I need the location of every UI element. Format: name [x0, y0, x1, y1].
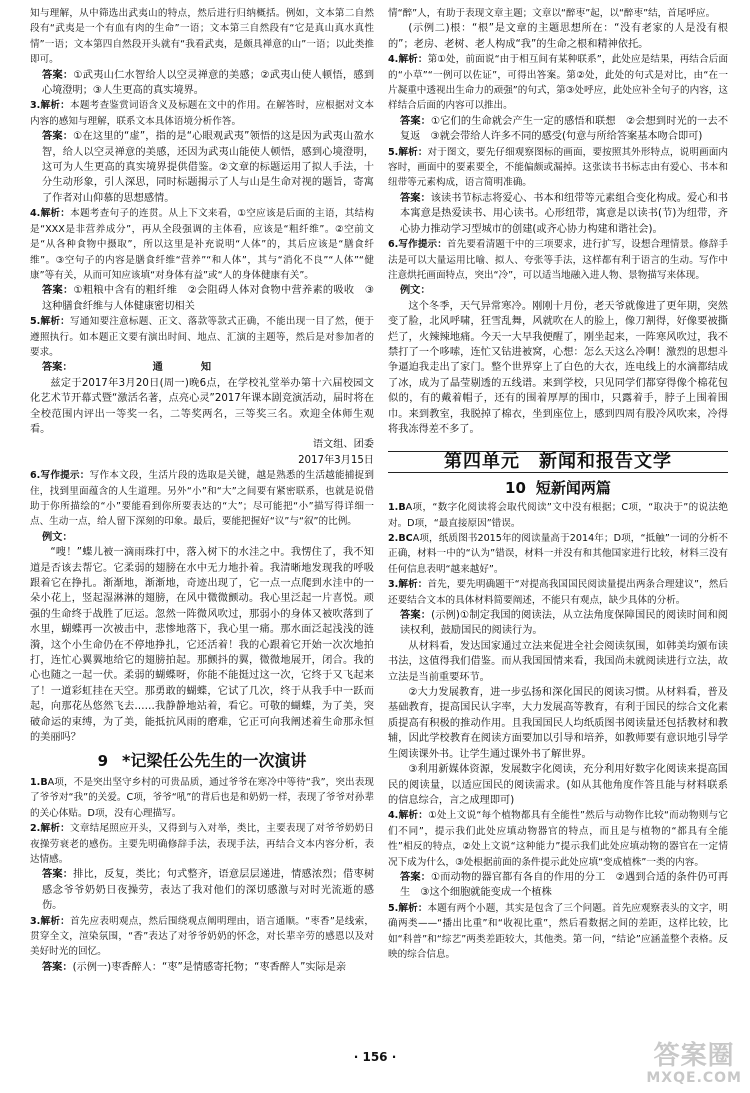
item-label: 解析：	[398, 902, 428, 914]
item-number: 4.	[388, 54, 399, 66]
item-text: ①而动物的器官都有各自的作用的分工 ②遇到合适的条件仍可再生 ③这个细胞就能变成一个植株	[400, 871, 729, 899]
item-label: B	[398, 502, 406, 514]
item-text: 首先，要先明确题干“对提高我国国民阅读量提出两条合理建议”，然后还要结合文本的具体材料简要阐述，不能只有观点，缺少具体的分析。	[388, 579, 728, 606]
watermark-url: MXQE.COM	[646, 1070, 742, 1086]
item-number: 3.	[30, 915, 41, 927]
body-paragraph: ③利用新媒体资源，发展数字化阅读，充分利用好数字化阅读来提高国民的阅读量，以适应国民的阅读需求。(如从其他角度作答且能与材料联系的信息综合，言之成理即可)	[388, 764, 728, 806]
body-paragraph: “嗖！”蝶儿被一滴雨珠打中，落入树下的水洼之中。我愣住了，我不知道是否该去帮它。它柔弱的翅膀在水中无力地扑着。我清晰地发现我的呼吸跟着它在挣扎。渐渐地，渐渐地，奇迹出现了，它一点一点爬到水洼中的一朵小花上，竖起湿淋淋的翅膀，在风中微微颤动。我心里泛起一片喜悦。顽强的生命终于战胜了厄运。忽然一阵微风吹过，那弱小的身体又被吹落到了水里，蝴蝶再一次被击中，悲惨地落下，我心里一痛。那水面泛起浅浅的涟漪，这个小生命仍在不停地挣扎，它还活着！我的心跟着它开始一次次地拍打，连忙心翼翼地给它的翅膀拍起。那颤抖的翼，微微地展开，闭合。我的心也随之一起一伏。柔弱的蝴蝶呀，你能不能挺过这一次，它终于又飞起来了！一道彩虹挂在天空。那勇敢的蝴蝶，它试了几次，终于从我手中一跃而起，向那花丛悠然飞去……我静静地站着，看它。可敬的蝴蝶，为了美，突破命运的束缚，为了美，能抵抗风雨的磨难，它正可向我阐述着生命那永恒的美丽吗？	[30, 547, 374, 744]
item-label: 答案：	[42, 362, 73, 374]
item-label: 答案：	[42, 869, 74, 881]
left-column	[30, 6, 374, 975]
signature-line: 2017年3月15日	[298, 454, 374, 466]
item-text: 首先应表明观点，然后围绕观点阐明理由，语言通顺。“枣香”是线索，贯穿全文，渲染氛围，“香”表达了对爷爷奶奶的怀念，对长辈辛劳的感恩以及对美好时光的回忆。	[30, 915, 375, 958]
item-label: 答案：	[400, 610, 432, 622]
answer-line	[388, 870, 728, 901]
item-label: 答案：	[42, 961, 73, 973]
item-text: 本题有两个小题，其实是包含了三个问题。首先应观察表头的文字，明确两类——“播出比重”和“收视比重”，然后看数据之间的差距，这样比较，比如“科普”和“综艺”两类差距较大，其他类。第一问，“结论”应涵盖整个表格。反映的综合信息。	[388, 902, 729, 960]
section-number: 10	[505, 478, 526, 497]
item-text: 本题考查句子的连贯。从上下文来看，①空应该是后面的主语，其结构是“XXX是非营养成分”，再从全段强调的主体看，应该是“粗纤维”。②空前文是“从各种食物中摄取”，所以这里是补充说明“人体”的，其后应该是“膳食纤维”。③空句子的内容是膳食纤维“营养”“和人体”，其与“消化不良”“人体”“健康”等有关，从而可知应该填“对身体有益”或“人的身体健康有关”。	[30, 208, 374, 281]
answer-item	[388, 500, 728, 531]
example-label: 例文：	[400, 285, 431, 297]
item-label: 解析：	[398, 579, 428, 591]
item-text: ①处上文说“每个植物都具有全能性”然后与动物作比较“而动物则与它们不同”，提示我们此处应填动物器官的特点，而且是与植物的“都具有全能性”相反的特点，②处上文说“这种能力”提示我们此处应填动物的器官在一定情况下成为什么，③处根据前面的条件提示此处应填“变成植株”一类的内容。	[388, 810, 728, 868]
signature-line: 语文组、团委	[312, 439, 374, 451]
body-paragraph: 这个冬季，天气异常寒冷。刚刚十月份，老天爷就像进了更年期，突然变了脸，北风呼啸，狂雪乱舞，风就吹在人的脸上，像刀割得，好像要被撕烂了，火辣辣地痛。今天一大早我便醒了，刚坐起来，一阵寒风吹过，我不禁打了一个哆嗦，连忙又钻进被窝，心想：怎么天这么冷啊！激烈的思想斗争逼迫我走出了家门。整个世界穿上了白色的大衣，连电线上的水滴都结成了冰，成为了晶莹剔透的五线谱。来到学校，只见同学们都穿得像个棉花包似的，有的戴着帽子，还有的围着厚厚的围巾，只露着手，脖子上围着围巾。来到教室，我脱掉了棉衣，坐到座位上，感到四周有股冷风吹来，冷得将我冻得差不多了。	[388, 300, 728, 435]
answer-line	[388, 114, 728, 145]
item-text: (示例)①制定我国的阅读法，从立法角度保障国民的阅读时间和阅读权利，鼓励国民的阅读行为。	[400, 610, 728, 637]
item-text: A项，不是突出坚守乡村的可贵品质，通过爷爷在寒冷中等待“我”，突出表现了爷爷对“我”的关爱。C项，爷爷“吼”的背后也是和奶奶一样，表现了爷爷对孙辈的关心体贴。D项，没有心理描写。	[30, 776, 374, 819]
answer-line	[30, 68, 374, 99]
watermark-text: 答案圈	[653, 1041, 735, 1071]
item-number: 5.	[30, 316, 41, 328]
item-label: 解析：	[40, 100, 70, 112]
item-label: 解析：	[398, 146, 428, 158]
item-number: 2.	[30, 823, 41, 835]
item-number: 4.	[388, 810, 399, 822]
answer-item	[30, 468, 374, 530]
page-number: · 156 ·	[353, 1050, 397, 1064]
item-label: 写作提示：	[40, 470, 90, 482]
body-paragraph: 兹定于2017年3月20日(周一)晚6点，在学校礼堂举办第十六届校园文化艺术节开幕式暨“激活名著，点亮心灵”2017年课本剧竞演活动，届时将在全校范围内评出一等奖一名，二等奖两名，三等奖三名。欢迎全体师生观看。	[30, 377, 374, 435]
item-label: 解析：	[398, 810, 429, 822]
section-title-text: 短新闻两篇	[535, 478, 611, 497]
item-number: 3.	[388, 579, 399, 591]
answer-line	[30, 283, 374, 314]
item-text: 对于图文，要先仔细观察图标的画面，要按照其外形特点，说明画面内容时，画面中的要素要全，不能偏颇或漏掉。这张读书书标志由有爱心、书本和纽带等元素构成，语言简明准确。	[388, 146, 729, 189]
unit-title: 第四单元 新闻和报告文学	[388, 451, 728, 472]
item-label: 答案：	[42, 69, 74, 81]
item-label: 解析：	[40, 823, 70, 835]
item-number: 4.	[30, 208, 41, 220]
answer-item	[388, 901, 728, 963]
item-number: 5.	[388, 146, 399, 158]
answer-item	[388, 52, 728, 114]
item-label: 解析：	[40, 915, 70, 927]
answer-line	[388, 608, 728, 639]
text-paragraph: 知与理解，从中筛选出武夷山的特点，然后进行归纳概括。例如，文本第二自然段有“武夷是一个有血有肉的生命”一语；文本第三自然段有“它是真山真水真性情”一语；文本第四自然段开头就有“我看武夷，是颇具禅意的山”一语；以此类推即可。	[30, 8, 374, 66]
answer-line	[30, 129, 374, 206]
answer-line	[30, 867, 374, 913]
item-text: 排比，反复，类比；句式整齐，语意层层递进，情感浓烈；借枣树感念爷爷奶奶日夜操劳，表达了我对他们的深切感激与对时光流逝的感伤。	[42, 869, 375, 912]
item-label: 解析：	[40, 208, 71, 220]
item-label: 答案：	[400, 115, 431, 127]
item-text: (示例一)枣香醉人：“枣”是情感寄托物；“枣香醉人”实际是亲	[72, 961, 347, 973]
item-number: 6.	[388, 239, 399, 251]
item-text: ①武夷山仁水智给人以空灵禅意的美感；②武夷山使人顿悟，感到心境澄明；③人生更高的真实境界。	[42, 69, 375, 97]
section-number: 9	[97, 751, 109, 770]
item-text: 文章结尾照应开头，又得到与入对举，类比，主要表现了对爷爷奶奶日夜操劳衰老的感伤。主要先明确修辞手法，表现手法，再结合文本内容分析，表达情感。	[30, 823, 375, 865]
answer-item	[30, 914, 374, 960]
item-number: 5.	[388, 902, 399, 914]
right-column	[388, 6, 728, 962]
answer-item	[30, 98, 374, 129]
item-text: 写通知要注意标题、正文、落款等款式正确，不能出现一目了然，便于遵照执行。如本题正文要有演出时间、地点、汇演的主题等，然后是对参加者的要求。	[30, 316, 375, 358]
item-number: 3.	[30, 100, 41, 112]
text-paragraph: 情“醉”人，有助于表现文章主题；文章以“醉枣”起，以“醉枣”结，首尾呼应。	[388, 8, 716, 19]
answer-item	[30, 206, 374, 283]
item-label: 写作提示：	[398, 239, 447, 251]
answer-item	[388, 531, 728, 577]
body-paragraph: (示例二)根：“根”是文章的主题思想所在：“没有老家的人是没有根的”；老房、老树、老人构成“我”的生命之根和精神依托。	[388, 23, 728, 50]
answer-line	[30, 960, 374, 975]
item-text: ①它们的生命就会产生一定的感悟和联想 ②会想到时光的一去不复返 ③就会带给人许多不同的感受(句意与所给答案基本吻合即可)	[400, 115, 729, 143]
item-number: 6.	[30, 470, 41, 482]
answer-item	[30, 821, 374, 867]
item-text: A项，“数字化阅读将会取代阅读”文中没有根据；C项，“取决于”的说法绝对。D项，“最直接原因”错误。	[388, 502, 728, 529]
item-text: 通 知	[152, 362, 226, 374]
item-text: ①粗粮中含有的粗纤维 ②会阻碍人体对食物中营养素的吸收 ③这种膳食纤维与人体健康密切相关	[42, 285, 374, 312]
item-text: 本题考查鉴赏词语含义及标题在文中的作用。在解答时，应根据对文本内容的感知与理解，联系文本具体语境分析作答。	[30, 100, 375, 127]
item-label: 答案：	[400, 871, 431, 883]
item-text: A项，纸质图书2015年的阅读量高于2014年；D项，“抵触”一词的分析不正确，材料一中的“认为”错误，材料一并没有和其他国家进行比较，材料三没有任何信息表明“越来越好”。	[388, 533, 728, 575]
answer-line	[388, 191, 728, 237]
item-label: BC	[398, 533, 413, 544]
item-label: 答案：	[42, 131, 74, 143]
item-label: 解析：	[398, 54, 428, 66]
answer-item	[388, 145, 728, 191]
section-title-text: *记梁任公先生的一次演讲	[122, 750, 307, 770]
answer-item	[30, 775, 374, 821]
answer-item	[388, 808, 728, 870]
item-number: 1.	[388, 502, 399, 514]
item-number: 2.	[388, 533, 399, 544]
item-label: B	[40, 776, 48, 788]
item-label: 答案：	[42, 285, 74, 297]
answer-line	[30, 360, 374, 375]
answer-item	[30, 314, 374, 360]
item-label: 解析：	[40, 316, 70, 328]
item-label: 答案：	[400, 192, 431, 204]
answer-item	[388, 237, 728, 283]
item-text: 第①处，前面说“由于相互间有某种联系”，此处应是结果，再结合后面的“小草”“一例可以佐证”，可得出答案。第②处，此处的句式是对比，由“在一片凝重中透视出生命力的顽强”的句式，第③处呼应，此处应补全句子的内容，这样结合后面的内容可以推出。	[388, 54, 729, 112]
body-paragraph: 从材料看，发达国家通过立法来促进全社会阅读氛围，如韩美均颁布读书法，这值得我们借鉴。而从我国国情来看，我国尚未就阅读进行立法，故立法是当前重要环节。	[388, 640, 728, 683]
example-label: 例文：	[42, 531, 73, 543]
item-number: 1.	[30, 776, 41, 788]
answer-item	[388, 577, 728, 608]
section-title	[30, 750, 374, 770]
body-paragraph: ②大力发展教育，进一步弘扬和深化国民的阅读习惯。从材料看，普及基础教育，提高国民认字率，大力发展高等教育，有利于国民的综合文化素质提高有积极的推动作用。且我国国民人均纸质图书阅读量还包括教材和教辅，因此学校教育在阅读方面要加以引导和培养，如教师要有意识地引导学生阅读课外书。让学生通过课外书了解世界。	[388, 687, 728, 760]
item-text: 写作本文段，生活片段的选取是关键，越是熟悉的生活越能捕捉到住，找到里面蕴含的人生道理。另外“小”和“大”之间要有紧密联系，也就是说借助于你所描绘的“小”要能看到你所要表达的“大”；尽可能把“小”描写得详细一点、生动一点，给人留下深刻的印象。最后，要能把握好“议”与“叙”的比例。	[30, 470, 375, 528]
section-title	[388, 478, 728, 497]
watermark-logo	[646, 1041, 742, 1089]
item-text: 该读书节标志将爱心、书本和纽带等元素组合变化构成。爱心和书本寓意是热爱读书、用心读书。心形纽带，寓意是以读书(节)为纽带，齐心协力推动学习型城市的创建(或齐心协力构建和谐社会)。	[400, 192, 729, 235]
item-text: 首先要看清题干中的三项要求，进行扩写，设想合理情景。修辞手法是可以大量运用比喻、拟人、夸张等手法，这样都有利于语言的生动。写作中注意烘托画面特点，突出“冷”，可以适当地融入进人物、景物描写来体现。	[388, 239, 729, 281]
item-text: ①在这里的“虚”，指的是“心眼观武夷”领悟的这是因为武夷山盈水智，给人以空灵禅意的美感，还因为武夷山能使人顿悟，感到心境澄明，这可为人生更高的真实境界提供借鉴。②文章的标题运用了拟人手法，十分生动形象，引人深思，同时标题揭示了人与山是生命对视的题旨，寄寓了作者对山仰慕的思想感情。	[42, 131, 374, 204]
